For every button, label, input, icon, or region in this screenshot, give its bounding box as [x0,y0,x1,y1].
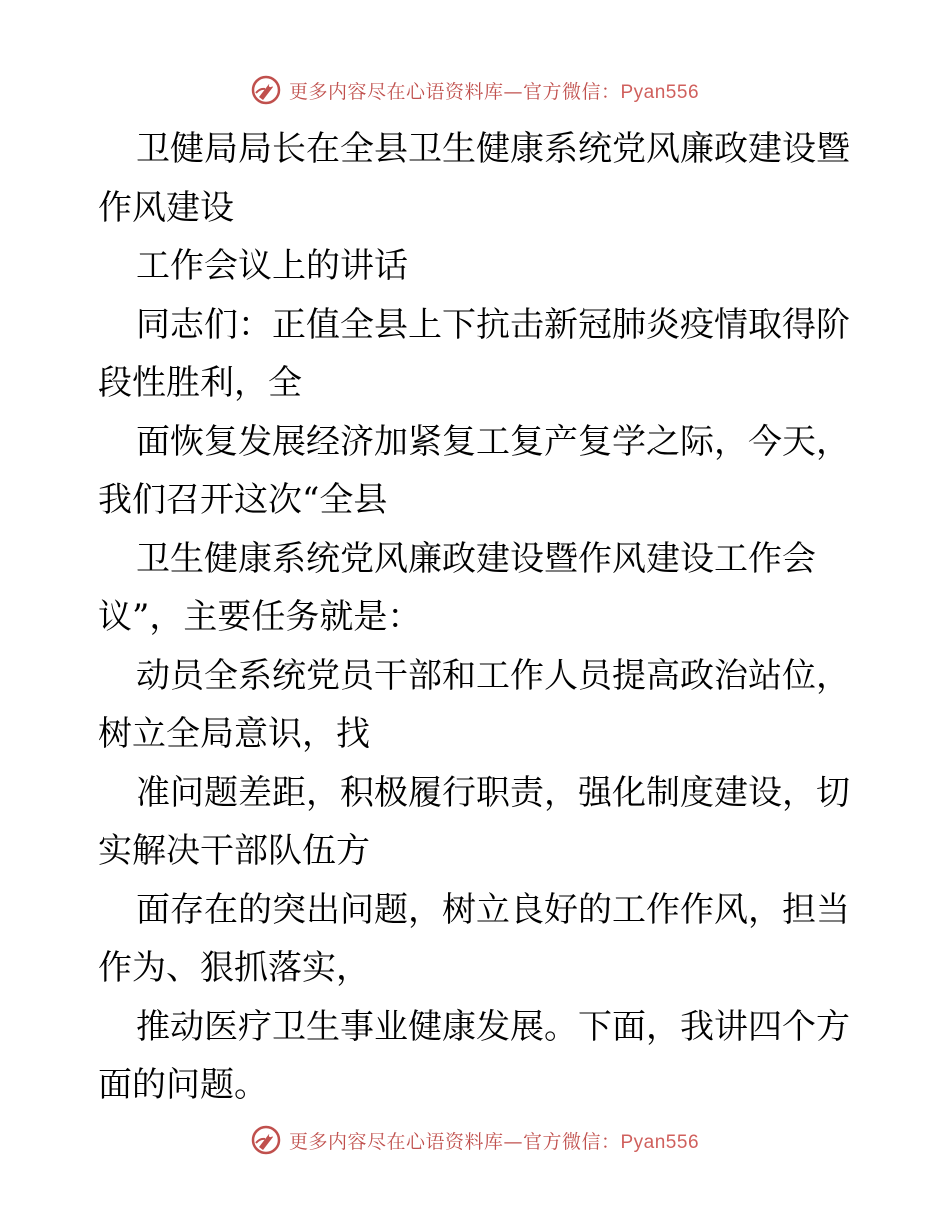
text-line: 卫生健康系统党风廉政建设暨作风建设工作会 [136,538,816,579]
text-line: 推动医疗卫生事业健康发展。下面，我讲四个方 [136,1006,850,1047]
text-line: 作风建设 [98,187,234,228]
text-line: 面存在的突出问题，树立良好的工作作风，担当 [136,889,850,930]
footer-watermark [0,1120,950,1160]
text-line: 树立全局意识，找 [98,714,370,754]
text-line: 面恢复发展经济加紧复工复产复学之际，今天， [136,421,850,462]
watermark-id: Pyan556 [620,81,700,103]
pen-nib-logo-icon [251,1125,281,1155]
text-line: 动员全系统党员干部和工作人员提高政治站位， [136,655,850,696]
header-watermark [0,70,950,110]
document-body [98,120,858,1115]
text-line: 议”，主要任务就是： [98,597,422,637]
text-line: 面的问题。 [98,1065,268,1105]
pen-nib-logo-icon [251,75,281,105]
watermark-separator: — [503,1130,523,1153]
watermark-text [289,77,699,104]
text-line: 我们召开这次“全县 [98,480,388,520]
watermark-text [289,1127,699,1154]
watermark-separator: — [503,80,523,103]
watermark-label: 官方微信： [522,80,621,103]
text-line: 实解决干部队伍方 [98,831,370,871]
watermark-label: 官方微信： [522,1130,621,1153]
text-line: 段性胜利，全 [98,363,302,403]
watermark-brand: 更多内容尽在心语资料库 [288,80,504,103]
text-line: 准问题差距，积极履行职责，强化制度建设，切 [136,772,850,813]
text-line: 卫健局局长在全县卫生健康系统党风廉政建设暨 [136,129,850,169]
text-line: 同志们：正值全县上下抗击新冠肺炎疫情取得阶 [136,304,850,345]
text-line: 工作会议上的讲话 [136,246,408,286]
watermark-id: Pyan556 [620,1131,700,1153]
text-line: 作为、狠抓落实， [98,948,370,988]
watermark-brand: 更多内容尽在心语资料库 [288,1130,504,1153]
